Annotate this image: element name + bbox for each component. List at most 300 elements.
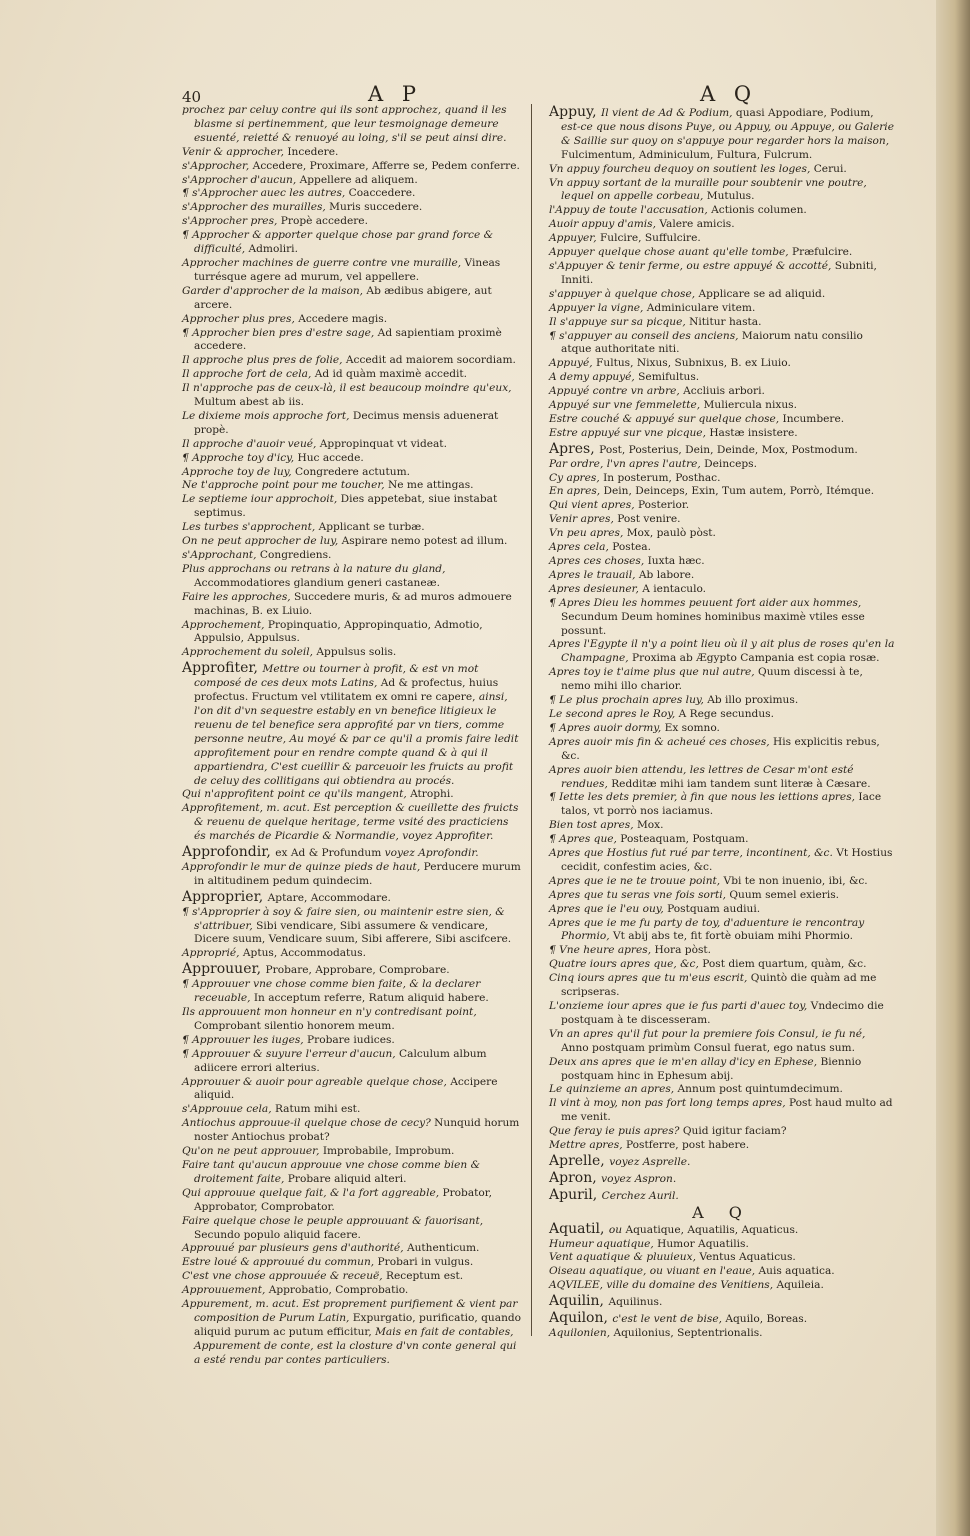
latin-text: Adminiculare vitem. (646, 301, 756, 314)
latin-text: Improbabile, Improbum. (322, 1145, 455, 1158)
dictionary-entry (182, 160, 522, 174)
latin-text: Semifultus. (638, 371, 700, 384)
latin-text: Accedere, Proximare, Afferre se, Pedem conferre. (252, 159, 520, 172)
french-text: ou (608, 1223, 626, 1236)
latin-text: Aquatique, Aquatilis, Aquaticus. (625, 1223, 799, 1236)
french-text: Cerchez Auril. (601, 1189, 679, 1202)
latin-text: His explicitis rebus, &c. (561, 735, 880, 762)
dictionary-entry (182, 978, 522, 1006)
latin-text: Posterior. (637, 499, 690, 512)
headword: Approfiter, (182, 660, 263, 677)
dictionary-entry (549, 1251, 895, 1265)
latin-text: Proxima ab Ægypto Campania est copia rosæ. (632, 652, 880, 665)
latin-text: Ab illo proximus. (707, 694, 799, 707)
french-text: Il approche plus pres de folie, (182, 354, 346, 367)
dictionary-entry (182, 619, 522, 647)
dictionary-entry (182, 861, 522, 889)
dictionary-entry (182, 1187, 522, 1215)
french-text: Par ordre, l'vn apres l'autre, (549, 457, 705, 470)
latin-text: Vbi te non inuenio, ibi, &c. (723, 874, 868, 887)
latin-text: Fulcimentum, Adminiculum, Fultura, Fulcrum. (561, 148, 813, 161)
latin-text: Approbatio, Comprobatio. (268, 1284, 409, 1297)
french-text: Apres cela, (549, 541, 613, 554)
french-text: Ils approuuent mon honneur en n'y contredisant point, (182, 1006, 477, 1018)
latin-text: Accipere aliquid. (194, 1075, 498, 1102)
latin-text: Maiorum natu consilio atque authoritate niti. (561, 329, 863, 356)
french-text: Antiochus approuue-il quelque chose de cecy? (182, 1117, 435, 1130)
latin-text: Coaccedere. (348, 187, 416, 200)
dictionary-entry (549, 903, 895, 917)
dictionary-entry (549, 722, 895, 736)
dictionary-entry (549, 527, 895, 541)
dictionary-entry (549, 638, 895, 666)
dictionary-entry (549, 1125, 895, 1139)
dictionary-entry (549, 791, 895, 819)
dictionary-entry (182, 660, 522, 788)
dictionary-entry (182, 382, 522, 410)
dictionary-entry (182, 187, 522, 201)
dictionary-entry (182, 646, 522, 660)
latin-text: Cerui. (813, 162, 847, 175)
headword: Appuy, (549, 104, 602, 120)
french-text: Approuuer & auoir pour agreable quelque chose, (182, 1075, 451, 1088)
french-text: Approchement, (182, 618, 268, 631)
latin-text: Post haud multo ad me venit. (561, 1097, 893, 1124)
latin-text: Muris succedere. (329, 201, 423, 214)
dictionary-entry (549, 541, 895, 555)
french-text: Approprié, (182, 947, 243, 960)
dictionary-entry (549, 917, 895, 945)
french-text: Appuyer quelque chose auant qu'elle tombe, (549, 246, 792, 259)
latin-text: Humor Aquatilis. (657, 1237, 749, 1250)
french-text: Il approche d'auoir veué, (182, 437, 320, 450)
dictionary-entry (182, 844, 522, 861)
dictionary-entry (182, 1034, 522, 1048)
french-text: Estre appuyé sur vne picque, (549, 426, 710, 439)
french-text: Ne t'approche point pour me toucher, (182, 479, 388, 492)
dictionary-entry (182, 1215, 522, 1243)
french-text: ¶ s'Approcher auec les autres, (182, 187, 349, 200)
dictionary-entry (549, 399, 895, 413)
french-text: s'Approcher pres, (182, 215, 281, 228)
latin-text: Probator, Approbator, Comprobator. (194, 1186, 493, 1213)
dictionary-entry (549, 694, 895, 708)
latin-text: Aspirare nemo potest ad illum. (341, 535, 508, 548)
dictionary-entry (549, 260, 895, 288)
latin-text: Ex somno. (664, 721, 720, 734)
latin-text: Aptus, Accommodatus. (242, 947, 366, 960)
french-text: Approuué par plusieurs gens d'authorité, (182, 1242, 407, 1255)
dictionary-entry (549, 1153, 895, 1170)
french-text: Venir apres, (549, 513, 618, 526)
latin-text: Anno postquam primùm Consul fuerat, ego natus sum. (561, 1041, 855, 1054)
french-text: Appuyer la vigne, (549, 301, 647, 314)
french-text: Faire les approches, (182, 590, 295, 603)
french-text: Vn an apres qu'il fut pour la premiere fois Consul, ie fu né, (549, 1027, 866, 1040)
dictionary-entry (549, 330, 895, 358)
french-text: Venir & approcher, (182, 145, 288, 158)
french-text: Vn appuy fourcheu dequoy on soutient les loges, (549, 162, 814, 175)
latin-text: Nititur hasta. (689, 315, 762, 328)
headword: Apron, (549, 1169, 602, 1186)
latin-text: Appellere ad aliquem. (299, 173, 418, 186)
section-heading-aq: A Q (692, 1202, 752, 1222)
french-text: Approuuement, (182, 1284, 269, 1297)
dictionary-entry (549, 597, 895, 639)
french-text: est-ce que nous disons Puye, ou Appuy, ou Appuye, ou Galerie & Saillie sur quoy on s'appuye pour regarder hors la maison, (561, 120, 894, 147)
french-text: s'appuyer à quelque chose, (549, 287, 699, 300)
latin-text: ex Ad & Profundum (275, 847, 385, 860)
latin-text: Aquilinus. (608, 1296, 663, 1309)
french-text: Apres que ie ne te trouue point, (549, 874, 724, 887)
french-text: Apres que ie me fu party de toy, d'aduenture ie rencontray Phormio, (549, 916, 865, 943)
french-text: ¶ Iette les dets premier, à fin que nous les iettions apres, (549, 791, 859, 804)
dictionary-entry (182, 1103, 522, 1117)
dictionary-entry (549, 736, 895, 764)
headword: Aquilin, (549, 1293, 609, 1310)
dictionary-entry (182, 1076, 522, 1104)
headword: Aquilon, (549, 1310, 613, 1327)
french-text: s'Appuyer & tenir ferme, ou estre appuyé & accotté, (549, 259, 835, 272)
dictionary-entry (549, 569, 895, 583)
french-text: Approfondir le mur de quinze pieds de haut, (182, 860, 424, 873)
latin-text: Congredere actutum. (294, 465, 410, 478)
dictionary-entry (549, 1279, 895, 1293)
latin-text: Accliuis arbori. (683, 385, 765, 398)
latin-text: In posterum, Posthac. (603, 471, 721, 484)
latin-text: Secundo populo aliquid facere. (194, 1228, 361, 1241)
latin-text: A Rege secundus. (678, 707, 774, 720)
french-text: Plus approchans ou retrans à la nature du gland, (182, 562, 446, 575)
french-text: Apres que ie l'eu ouy, (549, 902, 668, 915)
french-text: Faire quelque chose le peuple approuuant & fauorisant, (182, 1214, 484, 1227)
dictionary-entry (182, 438, 522, 452)
french-text: Bien tost apres, (549, 819, 637, 832)
latin-text: Dies appetebat, siue instabat septimus. (194, 493, 498, 520)
dictionary-entry (182, 104, 522, 146)
french-text: s'Approcher d'aucun, (182, 173, 300, 186)
latin-text: Post venire. (617, 513, 681, 526)
dictionary-entry (549, 177, 895, 205)
latin-text: A ientaculo. (642, 582, 707, 595)
headword: Aquatil, (549, 1220, 609, 1237)
french-text: Deux ans apres que ie m'en allay d'icy en Ephese, (549, 1055, 821, 1068)
page-number: 40 (182, 88, 202, 106)
dictionary-entry (549, 232, 895, 246)
french-text: ¶ Approuuer vne chose comme bien faite, & la declarer receuable, (182, 978, 481, 1005)
dictionary-entry (549, 1310, 895, 1327)
dictionary-entry (549, 666, 895, 694)
french-text: Appuyer, (549, 232, 600, 245)
latin-text: Accedere magis. (298, 312, 388, 325)
latin-text: Receptum est. (386, 1270, 464, 1283)
dictionary-entry (549, 583, 895, 597)
latin-text: Ad & profectus, huius profectus. Fructum vel vtilitatem ex omni re capere, (194, 677, 499, 704)
french-text: s'Approuue cela, (182, 1103, 275, 1116)
dictionary-entry (182, 257, 522, 285)
french-text: A demy appuyé, (549, 371, 639, 384)
dictionary-entry (182, 906, 522, 948)
latin-text: Biennio postquam hinc in Ephesum abij. (561, 1055, 862, 1082)
latin-text: Mutulus. (706, 190, 755, 203)
latin-text: Probari in vulgus. (377, 1256, 474, 1269)
dictionary-entry (182, 549, 522, 563)
french-text: ¶ Approcher bien pres d'estre sage, (182, 326, 378, 339)
latin-text: Incumbere. (782, 412, 845, 425)
french-text: Apres le trauail, (549, 568, 639, 581)
dictionary-entry (182, 802, 522, 844)
latin-text: Ratum mihi est. (274, 1103, 361, 1116)
dictionary-entry (182, 201, 522, 215)
french-text: Vn appuy sortant de la muraille pour soubtenir vne poutre, lequel on appelle corbeau, (549, 176, 867, 203)
dictionary-entry (182, 947, 522, 961)
french-text: Apres que tu seras vne fois sorti, (549, 888, 730, 901)
dictionary-entry (549, 944, 895, 958)
latin-text: Decimus mensis aduenerat propè. (194, 409, 499, 436)
french-text: ¶ Approuuer les iuges, (182, 1033, 308, 1046)
latin-text: Quum discessi à te, nemo mihi illo charior. (561, 666, 863, 693)
french-text: Oiseau aquatique, ou viuant en l'eaue, (549, 1265, 759, 1278)
headword: Aprelle, (549, 1152, 610, 1169)
french-text: Estre loué & approuué du commun, (182, 1256, 378, 1269)
latin-text: Ne me attingas. (388, 479, 474, 492)
dictionary-entry (182, 146, 522, 160)
french-text: l'Appuy de toute l'accusation, (549, 204, 712, 217)
latin-text: Applicare se ad aliquid. (698, 287, 826, 300)
latin-text: Valere amicis. (659, 218, 735, 231)
latin-text: Aquileia. (776, 1279, 824, 1292)
latin-text: Nunquid horum noster Antiochus probat? (194, 1117, 520, 1144)
french-text: Apres auoir mis fin & acheué ces choses, (549, 735, 774, 748)
french-text: s'Approchant, (182, 549, 260, 561)
dictionary-entry (549, 316, 895, 330)
dictionary-entry (549, 1139, 895, 1153)
dictionary-entry (549, 1000, 895, 1028)
dictionary-entry (182, 591, 522, 619)
latin-text: Subniti, Inniti. (561, 259, 877, 286)
dictionary-entry (182, 521, 522, 535)
latin-text: Secundum Deum homines hominibus maximè vtiles esse possunt. (561, 610, 865, 637)
dictionary-entry (182, 368, 522, 382)
french-text: Approche toy de luy, (182, 465, 295, 478)
dictionary-entry (182, 174, 522, 188)
french-text: Il approche fort de cela, (182, 368, 315, 381)
latin-text: Propè accedere. (280, 215, 368, 228)
french-text: Apres auoir bien attendu, les lettres de Cesar m'ont esté rendues, (549, 763, 854, 790)
latin-text: Iuxta hæc. (647, 555, 705, 567)
headword: Approfondir, (182, 844, 276, 861)
dictionary-entry (182, 229, 522, 257)
latin-text: Accedit ad maiorem socordiam. (345, 354, 516, 367)
french-text: Estre couché & appuyé sur quelque chose, (549, 412, 783, 425)
dictionary-entry (182, 1256, 522, 1270)
headword: Approprier, (182, 888, 268, 905)
dictionary-entry (182, 535, 522, 549)
latin-text: Postferre, post habere. (625, 1139, 750, 1152)
latin-text: quasi Appodiare, Podium, (735, 107, 874, 119)
french-text: Qui vient apres, (549, 499, 638, 512)
latin-text: Aptare, Accommodare. (267, 891, 391, 904)
latin-text: Ad sapientiam proximè accedere. (194, 326, 502, 353)
dictionary-entry (549, 555, 895, 569)
dictionary-entry (182, 1117, 522, 1145)
latin-text: Fulcire, Suffulcire. (599, 232, 701, 245)
latin-text: Posteaquam, Postquam. (620, 833, 749, 846)
latin-text: Mox. (636, 819, 664, 832)
french-text: Mettre apres, (549, 1139, 626, 1152)
french-text: ¶ Vne heure apres, (549, 944, 655, 957)
dictionary-entry (549, 499, 895, 513)
latin-text: Huc accede. (297, 451, 364, 464)
dictionary-entry (549, 764, 895, 792)
french-text: Le quinzieme an apres, (549, 1083, 678, 1096)
latin-text: Propinquatio, Appropinquatio, Admotio, Appulsio, Appulsus. (194, 618, 483, 645)
dictionary-entry (549, 427, 895, 441)
french-text: Quatre iours apres que, &c, (549, 958, 703, 971)
latin-text: Probare iudices. (307, 1033, 395, 1046)
dictionary-entry (549, 458, 895, 472)
dictionary-entry (549, 485, 895, 499)
french-text: Vent aquatique & pluuieux, (549, 1251, 700, 1264)
headword: Approuuer, (182, 961, 266, 978)
french-text: En apres, (549, 485, 604, 498)
dictionary-entry (549, 1187, 895, 1204)
dictionary-entry (182, 1159, 522, 1187)
latin-text: Authenticum. (406, 1242, 480, 1255)
french-text: ¶ Apres que, (549, 833, 621, 846)
latin-text: Ab ædibus abigere, aut arcere. (194, 284, 492, 311)
french-text: Le second apres le Roy, (549, 707, 679, 720)
french-text: Faire tant qu'aucun approuue vne chose comme bien & droitement faite, (182, 1158, 481, 1185)
french-text: ¶ s'appuyer au conseil des anciens, (549, 329, 742, 342)
dictionary-entry (182, 1145, 522, 1159)
running-header-left: A P (368, 82, 422, 106)
french-text: Auoir appuy d'amis, (549, 218, 660, 231)
dictionary-entry (549, 163, 895, 177)
headword: Apres, (549, 440, 600, 457)
dictionary-entry (549, 958, 895, 972)
latin-text: Ventus Aquaticus. (699, 1251, 796, 1264)
french-text: ¶ Approcher & apporter quelque chose par grand force & difficulté, (182, 229, 494, 256)
french-text: Appurement, m. acut. Est proprement purifiement & vient par composition de Purum Latin, (182, 1298, 518, 1324)
column-divider (531, 104, 532, 1336)
french-text: Les turbes s'approchent, (182, 521, 319, 534)
french-text: Il vient de Ad & Podium, (601, 107, 736, 119)
french-text: Qui n'approfitent point ce qu'ils mangent, (182, 788, 411, 801)
dictionary-entry (549, 513, 895, 527)
dictionary-entry (549, 385, 895, 399)
french-text: Approcher plus pres, (182, 312, 299, 325)
french-text: Le dixieme mois approche fort, (182, 409, 353, 422)
latin-text: Quum semel exieris. (729, 888, 840, 901)
latin-text: Annum post quintumdecimum. (677, 1083, 843, 1096)
latin-text: Quintò die quàm ad me scripseras. (561, 972, 877, 999)
french-text: ainsi, l'on dit d'vn sequestre estably en vn benefice litigieux le reuenu de tel benefice sera approfité par vn tiers, comme personne neutre, Au moyé & par ce qu'il a promis faire ledit approfitement pour en rendre compte quand & à qui il appartiendra, C'est cueillir & parceuoir les fruicts au profit de celuy des collitigans qui obtiendra au procés. (194, 691, 519, 787)
french-text: Garder d'approcher de la maison, (182, 284, 367, 297)
latin-text: Probare, Approbare, Comprobare. (265, 964, 450, 977)
dictionary-entry (549, 1097, 895, 1125)
french-text: Approchement du soleil, (182, 646, 317, 659)
french-text: Cy apres, (549, 471, 604, 484)
french-text: Que feray ie puis apres? (549, 1125, 683, 1138)
latin-text: Vineas turrésque agere ad murum, vel appellere. (194, 256, 501, 283)
french-text: Qu'on ne peut approuuer, (182, 1145, 323, 1158)
french-text: Appuyé, (549, 357, 597, 370)
latin-text: Dein, Deinceps, Exin, Tum autem, Porrò, Itémque. (603, 485, 875, 498)
french-text: s'Approcher, (182, 159, 253, 172)
dictionary-entry (549, 708, 895, 722)
latin-text: Muliercula nixus. (703, 399, 797, 412)
french-text: Il s'appuye sur sa picque, (549, 315, 690, 328)
headword: Apuril, (549, 1186, 602, 1203)
dictionary-entry (549, 1238, 895, 1252)
running-header-right: A Q (700, 82, 758, 106)
dictionary-entry (549, 889, 895, 903)
french-text: ¶ Apres Dieu les hommes peuuent fort aider aux hommes, (549, 596, 862, 609)
french-text: Mettre ou tourner à profit, & est vn mot composé de ces deux mots Latins, (194, 663, 479, 690)
latin-text: Multum abest ab iis. (194, 396, 305, 409)
french-text: L'onzieme iour apres que ie fus parti d'auec toy, (549, 1000, 811, 1012)
french-text: Cinq iours apres que tu m'eus escrit, (549, 972, 751, 985)
dictionary-entry (182, 479, 522, 493)
french-text: voyez Aspron. (601, 1172, 677, 1185)
french-text: voyez Asprelle. (609, 1155, 691, 1168)
dictionary-entry (549, 1327, 895, 1341)
french-text: Apres que Hostius fut rué par terre, incontinent, &c. (549, 847, 837, 860)
latin-text: Hastæ insistere. (709, 426, 798, 439)
latin-text: Sibi vendicare, Sibi assumere & vendicare, Dicere suum, Vendicare suum, Sibi afferere, Sibi ascifcere. (194, 919, 512, 946)
dictionary-entry (182, 466, 522, 480)
french-text: c'est le vent de bise, (612, 1313, 726, 1326)
dictionary-entry (182, 889, 522, 906)
latin-text: Postquam audiui. (667, 902, 761, 915)
latin-text: Perducere murum in altitudinem pedum quindecim. (194, 860, 521, 887)
french-text: Approfitement, m. acut. Est perception & cueillette des fruicts & reuenu de quelque heritage, terme vsité des practiciens és marchés de Picardie & Normandie, voyez Approfiter. (182, 802, 519, 843)
latin-text: Ab labore. (638, 568, 695, 581)
french-text: On ne peut approcher de luy, (182, 535, 342, 548)
french-text: AQVILEE, ville du domaine des Venitiens, (549, 1279, 777, 1292)
latin-text: Applicant se turbæ. (318, 521, 425, 534)
dictionary-entry (549, 1170, 895, 1187)
latin-text: Vt Hostius cecidit, confestim acies, &c. (561, 847, 893, 873)
dictionary-entry (182, 1048, 522, 1076)
french-text: ¶ s'Approprier à soy & faire sien, ou maintenir estre sien, & s'attribuer, (182, 905, 505, 932)
french-text: Appuyé contre vn arbre, (549, 385, 684, 398)
latin-text: Admoliri. (248, 243, 298, 256)
dictionary-entry (182, 327, 522, 355)
latin-text: Actionis columen. (711, 204, 807, 217)
latin-text: Vndecimo die postquam à te discesseram. (561, 1000, 884, 1026)
dictionary-entry (549, 357, 895, 371)
dictionary-entry (549, 246, 895, 260)
dictionary-entry (182, 493, 522, 521)
french-text: Apres ces choses, (549, 555, 648, 567)
dictionary-entry (549, 819, 895, 833)
french-text: Apres l'Egypte il n'y a point lieu où il y ait plus de roses qu'en la Champagne, (549, 638, 895, 665)
dictionary-entry (549, 1221, 895, 1238)
latin-text: Congrediens. (259, 549, 332, 561)
left-column (182, 104, 522, 1368)
french-text: ¶ Apres auoir dormy, (549, 721, 665, 734)
latin-text: Incedere. (287, 145, 339, 158)
latin-text: Redditæ mihi iam tandem sunt literæ à Cæsare. (611, 777, 871, 790)
latin-text: Post diem quartum, quàm, &c. (702, 958, 867, 971)
french-text: voyez Aprofondir. (384, 847, 479, 860)
dictionary-entry (549, 104, 895, 163)
latin-text: In acceptum referre, Ratum aliquid habere. (253, 992, 489, 1005)
french-text: prochez par celuy contre qui ils sont approchez, quand il les blasme si pertinemment, que leur tesmoignage demeure esuenté, reietté & renuoyé au loing, s'il se peut ainsi dire. (182, 104, 507, 144)
french-text: Apres toy ie t'aime plus que nul autre, (549, 666, 759, 679)
